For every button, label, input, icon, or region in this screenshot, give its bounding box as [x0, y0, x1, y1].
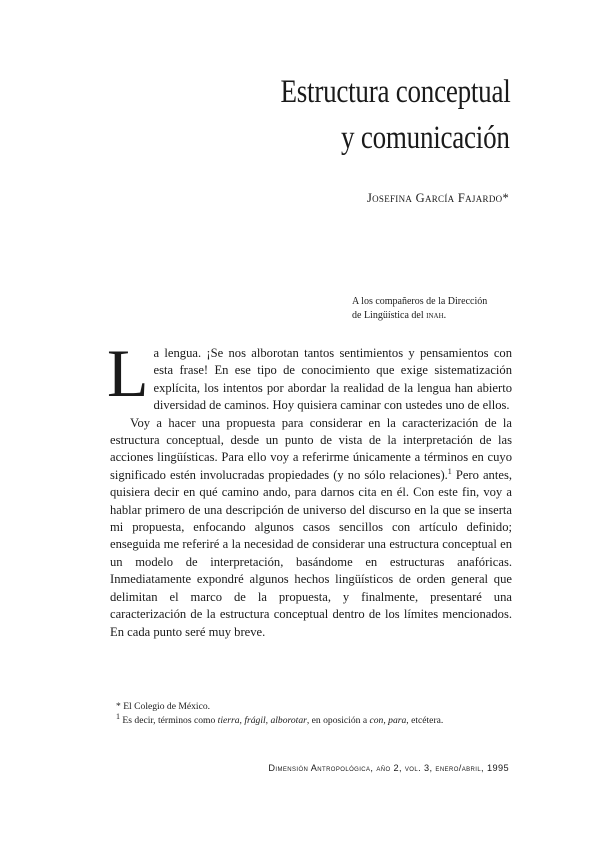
issue-info: , año 2, vol. 3, enero/abril, 1995 — [370, 763, 509, 773]
footnote-1-text-a: Es decir, términos como — [120, 714, 218, 726]
footnote-ref-1[interactable]: 1 — [447, 466, 452, 476]
dedication-suffix: . — [443, 310, 447, 321]
paragraph-2 — [110, 415, 512, 641]
author-name: Josefina García Fajardo* — [366, 191, 509, 205]
dedication — [352, 295, 522, 323]
footnote-1-text-c: , etcétera. — [406, 714, 444, 726]
footnotes — [116, 700, 526, 727]
footnote-1-terms-1: tierra, frágil, alborotar — [217, 714, 307, 726]
dedication-line-1: A los compañeros de la Dirección — [352, 296, 488, 307]
footnote-1-mark: 1 — [116, 711, 120, 721]
drop-cap: L — [107, 335, 149, 411]
footnote-1-terms-2: con, para — [369, 714, 407, 726]
paragraph-2-text-a: Voy a hacer una propuesta para considerar en la caracterización de la estructura conceptual, desde un punto de vista de la interpretación de las acciones lingüísticas. Para ello voy a referirme únicamente a términos en cuyo significado estén involucradas propiedades (y no sólo relaciones). — [110, 415, 512, 482]
dedication-org: inah — [426, 310, 444, 321]
footnote-1 — [116, 711, 526, 728]
article-title-line-2: y comunicación — [341, 120, 510, 156]
article-title-line-1: Estructura conceptual — [279, 74, 510, 110]
footnote-1-text-b: , en oposición a — [306, 714, 370, 726]
paragraph-2-text-b: Pero antes, quisiera decir en qué camino ando, para darnos cita en él. Con este fin, voy a hablar primero de una descripción de universo del discurso en la que se inserta mi propuesta, enfocando algunos casos sencillos con artículo definido; enseguida me referiré a la necesidad de considerar una estructura conceptual en un modelo de interpretación, basándome en estructuras anafóricas. Inmediatamente expondré algunos hechos lingüísticos de orden general que delimitan el marco de la propuesta, y finalmente, presentaré una caracterización de la estructura conceptual dentro de los límites mencionados. En cada punto seré muy breve. — [110, 467, 512, 639]
article-body — [107, 335, 512, 641]
paragraph-1-text: a lengua. ¡Se nos alborotan tantos sentimientos y pensamientos con esta frase! En ese tipo de conocimiento que exige sistematización explícita, los intentos por abordar la realidad de la lengua han abierto diversidad de caminos. Hoy quisiera caminar con ustedes uno de ellos. — [153, 346, 512, 413]
dedication-prefix: de Lingüística del — [352, 310, 427, 321]
dedication-line-2 — [352, 309, 522, 323]
page-footer — [268, 763, 509, 773]
paragraph-1 — [107, 335, 512, 415]
footnote-affiliation: * El Colegio de México. — [116, 701, 211, 712]
journal-name: Dimensión Antropológica — [268, 763, 371, 773]
